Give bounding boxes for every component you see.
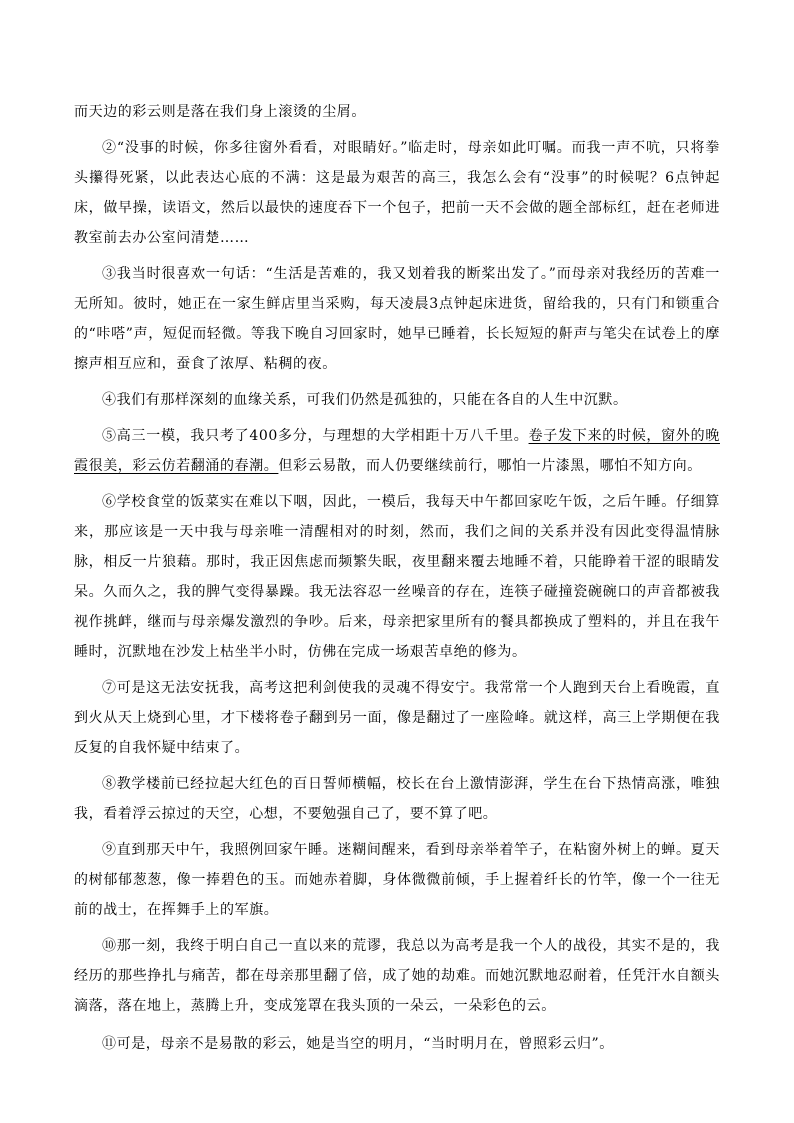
paragraph-2: ②“没事的时候，你多往窗外看看，对眼睛好。”临走时，母亲如此叮嘱。而我一声不吭，只将拳头攥得死紧，以此表达心底的不满：这是最为艰苦的高三，我怎么会有“没事”的时候呢？6点钟起床，做早操，读语文，然后以最快的速度吞下一个包子，把前一天不会做的题全部标红，赶在老师进教室前去办公室问清楚…… [74,140,720,246]
paragraph-11: ⑪可是，母亲不是易散的彩云，她是当空的明月，“当时明月在，曾照彩云归”。 [102,1036,614,1052]
paragraph-7: ⑦可是这无法安抚我，高考这把利剑使我的灵魂不得安宁。我常常一个人跑到天台上看晚霞，直到火从天上烧到心里，才下楼将卷子翻到另一面，像是翻过了一座险峰。就这样，高三上学期便在我反复的自我怀疑中结束了。 [74,680,720,756]
paragraph-5-text-a: ⑤高三一模，我只考了400多分，与理想的大学相距十万八千里。 [102,428,529,444]
article-body [74,97,720,1059]
paragraph-10: ⑩那一刻，我终于明白自己一直以来的荒谬，我总以为高考是我一个人的战役，其实不是的，我经历的那些挣扎与痛苦，都在母亲那里翻了倍，成了她的劫难。而她沉默地忍耐着，任凭汗水自额头滴落，落在地上，蒸腾上升，变成笼罩在我头顶的一朵云，一朵彩色的云。 [74,938,720,1014]
paragraph-4: ④我们有那样深刻的血缘关系，可我们仍然是孤独的，只能在各自的人生中沉默。 [102,392,628,408]
paragraph-5-text-b: 但彩云易散，而人仍要继续前行，哪怕一片漆黑，哪怕不知方向。 [278,458,702,474]
paragraph-5-underlined-text: 卷子发下来的时候，窗外的晚霞很美，彩云仿若翻涌的春潮。 [74,428,720,474]
paragraph-8: ⑧教学楼前已经拉起大红色的百日誓师横幅，校长在台上激情澎湃，学生在台下热情高涨，唯独我，看着浮云掠过的天空，心想，不要勉强自己了，要不算了吧。 [74,776,720,822]
paragraph-6: ⑥学校食堂的饭菜实在难以下咽，因此，一模后，我每天中午都回家吃午饭，之后午睡。仔细算来，那应该是一天中我与母亲唯一清醒相对的时刻，然而，我们之间的关系并没有因此变得温情脉脉，相反一片狼藉。那时，我正因焦虑而频繁失眠，夜里翻来覆去地睡不着，只能睁着干涩的眼睛发呆。久而久之，我的脾气变得暴躁。我无法容忍一丝噪音的存在，连筷子碰撞瓷碗碗口的声音都被我视作挑衅，继而与母亲爆发激烈的争吵。后来，母亲把家里所有的餐具都换成了塑料的，并且在我午睡时，沉默地在沙发上枯坐半小时，仿佛在完成一场艰苦卓绝的修为。 [74,494,720,660]
paragraph-5 [74,421,720,481]
paragraph-3: ③我当时很喜欢一句话：“生活是苦难的，我又划着我的断桨出发了。”而母亲对我经历的苦难一无所知。彼时，她正在一家生鲜店里当采购，每天凌晨3点钟起床进货，留给我的，只有门和锁重合的“咔嗒”声，短促而轻微。等我下晚自习回家时，她早已睡着，长长短短的鼾声与笔尖在试卷上的摩擦声相互应和，蚕食了浓厚、粘稠的夜。 [74,266,720,372]
paragraph-9: ⑨直到那天中午，我照例回家午睡。迷糊间醒来，看到母亲举着竿子，在粘窗外树上的蝉。夏天的树郁郁葱葱，像一捧碧色的玉。而她赤着脚，身体微微前倾，手上握着纤长的竹竿，像一个一往无前的战士，在挥舞手上的军旗。 [74,842,720,918]
paragraph-continuation: 而天边的彩云则是落在我们身上滚烫的尘屑。 [74,104,366,120]
